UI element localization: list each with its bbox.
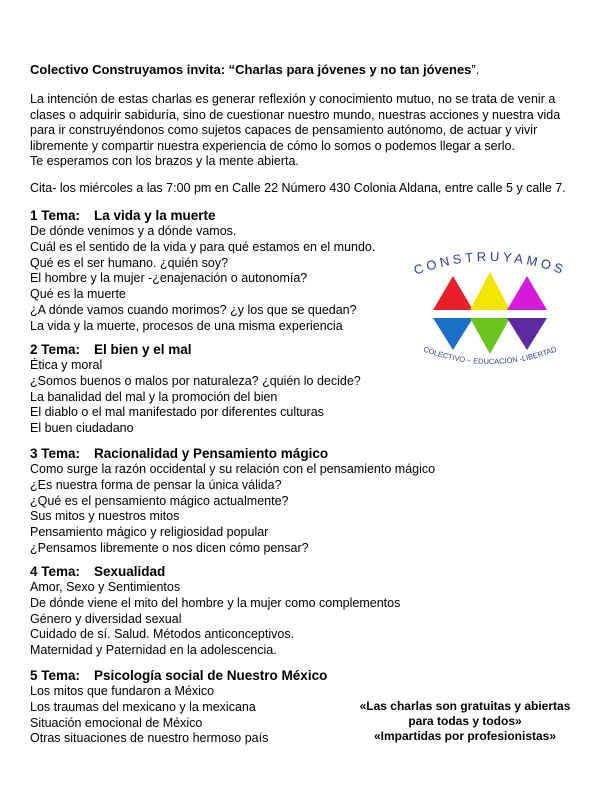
topic-item: El hombre y la mujer -¿enajenación o autonomía? (30, 271, 308, 286)
topic-item: Pensamiento mágico y religiosidad popular (30, 525, 269, 540)
topic-item: De dónde venimos y a dónde vamos. (30, 224, 237, 238)
topic-title: La vida y la muerte (94, 208, 216, 223)
topic-item: Los traumas del mexicano y la mexicana (30, 699, 256, 714)
topic-heading (30, 564, 410, 579)
intro-line: La intención de estas charlas es generar reflexión y conocimiento mutuo, no se trata de venir a (30, 92, 556, 106)
topic-heading (30, 342, 410, 357)
topic-3 (30, 446, 436, 557)
topic-heading (30, 208, 410, 223)
topic-item: Cuál es el sentido de la vida y para qué estamos en el mundo. (30, 239, 376, 254)
topic-item: Qué es la muerte (30, 287, 126, 302)
notice-line: «Impartidas por profesionistas» (373, 729, 557, 743)
topic-item: La banalidad del mal y la promoción del bien (30, 389, 278, 404)
topic-item: Maternidad y Paternidad en la adolescencia. (30, 643, 277, 658)
topic-item: Situación emocional de México (30, 715, 203, 730)
notice-box (330, 699, 600, 744)
purple-triangle (507, 318, 547, 350)
logo-name: CONSTRUYAMOS (411, 248, 569, 278)
intro-line: Te esperamos con los brazos y la mente abierta. (30, 154, 299, 168)
topic-number: 4 Tema: (30, 564, 81, 579)
topic-item: Otras situaciones de nuestro hermoso país (30, 731, 269, 746)
intro-line: clases o adquirir sabiduría, sino de cuestionar nuestro mundo, nuestras acciones y nuestra vida (30, 107, 561, 122)
topic-item: ¿Qué es el pensamiento mágico actualmente? (30, 493, 289, 508)
notice-line: «Las charlas son gratuitas y abiertas (359, 699, 571, 713)
topic-item: Amor, Sexo y Sentimientos (30, 580, 181, 594)
page-title (30, 62, 479, 77)
title-main: Colectivo Construyamos invita: “Charlas para jóvenes y no tan jóvenes (30, 62, 472, 77)
topic-item: Ética y moral (30, 358, 103, 372)
topic-title: Racionalidad y Pensamiento mágico (94, 446, 329, 461)
intro-line: para ir construyéndonos como sujetos capaces de pensamiento autónomo, de actuar y vivir (30, 123, 538, 137)
intro-line: libremente y compartir nuestra experiencia de cómo lo somos o podemos llegar a serlo. (30, 138, 515, 153)
construyamos-logo (405, 248, 575, 378)
topic-1 (30, 208, 410, 335)
topic-heading (30, 668, 410, 683)
topic-4 (30, 564, 410, 659)
topic-number: 5 Tema: (30, 668, 81, 683)
intro-paragraph (30, 92, 575, 170)
topic-2 (30, 342, 410, 437)
topic-item: El diablo o el mal manifestado por diferentes culturas (30, 405, 324, 420)
topic-item: De dónde viene el mito del hombre y la mujer como complementos (30, 595, 401, 610)
topic-title: Psicología social de Nuestro México (94, 668, 328, 683)
topic-item: Cuidado de sí. Salud. Métodos anticonceptivos. (30, 627, 295, 642)
topic-title: Sexualidad (94, 564, 166, 579)
topic-item: ¿Pensamos libremente o nos dicen cómo pensar? (30, 540, 309, 555)
topic-item: ¿Es nuestra forma de pensar la única válida? (30, 477, 282, 492)
topic-number: 2 Tema: (30, 342, 81, 357)
yellow-triangle (470, 272, 510, 310)
blue-triangle (433, 318, 473, 350)
topic-heading (30, 446, 410, 461)
red-triangle (433, 276, 473, 310)
logo-tagline: COLECTIVO – EDUCACIÓN -LIBERTAD (422, 344, 558, 367)
topic-item: Como surge la razón occidental y su relación con el pensamiento mágico (30, 462, 436, 476)
title-tail: ”. (471, 62, 480, 77)
topic-item: El buen ciudadano (30, 421, 134, 436)
notice-line: para todas y todos» (408, 714, 522, 728)
magenta-triangle (507, 276, 547, 310)
topic-number: 1 Tema: (30, 208, 81, 223)
topic-item: Los mitos que fundaron a México (30, 684, 215, 698)
topic-item: Qué es el ser humano. ¿quién soy? (30, 255, 229, 270)
meeting-info: Cita- los miércoles a las 7:00 pm en Calle 22 Número 430 Colonia Aldana, entre calle 5 y calle 7. (30, 181, 566, 195)
topic-item: ¿Somos buenos o malos por naturaleza? ¿quién lo decide? (30, 373, 361, 388)
green-triangle (470, 318, 510, 354)
topic-item: ¿A dónde vamos cuando morimos? ¿y los que se quedan? (30, 302, 357, 317)
logo-graphic (405, 248, 575, 378)
topic-item: Género y diversidad sexual (30, 611, 182, 626)
topic-item: Sus mitos y nuestros mitos (30, 509, 180, 524)
topic-number: 3 Tema: (30, 446, 81, 461)
topic-title: El bien y el mal (94, 342, 192, 357)
topic-item: La vida y la muerte, procesos de una misma experiencia (30, 318, 343, 333)
